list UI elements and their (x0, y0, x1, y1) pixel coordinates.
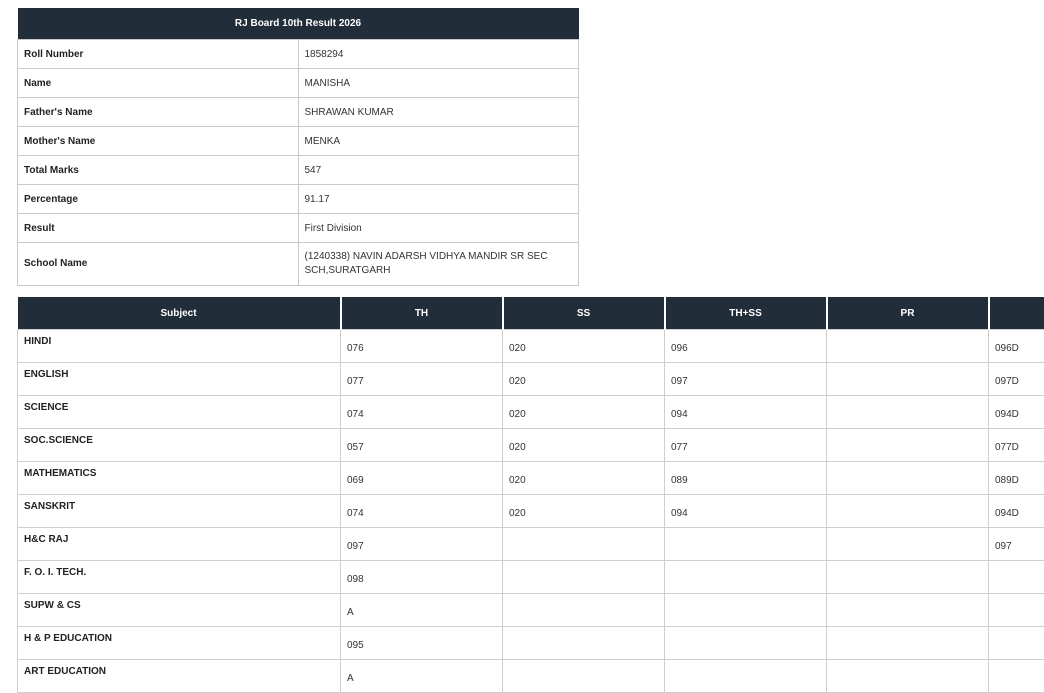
marks-body (18, 330, 1044, 693)
marks-row (18, 429, 1044, 462)
ss-cell: 020 (503, 330, 665, 363)
pr-cell (827, 429, 989, 462)
info-value: 547 (298, 156, 579, 185)
pr-cell (827, 330, 989, 363)
subject-cell: H & P EDUCATION (18, 627, 341, 660)
marks-row (18, 594, 1044, 627)
total-cell: 097 (989, 528, 1044, 561)
th-cell: 077 (341, 363, 503, 396)
total-cell (989, 561, 1044, 594)
subject-cell: ENGLISH (18, 363, 341, 396)
th-cell: 095 (341, 627, 503, 660)
ss-cell: 020 (503, 363, 665, 396)
subject-cell: SANSKRIT (18, 495, 341, 528)
total-cell (989, 660, 1044, 693)
info-row (18, 243, 579, 286)
ss-cell (503, 660, 665, 693)
total-cell: 077D (989, 429, 1044, 462)
ss-cell (503, 561, 665, 594)
info-value: MENKA (298, 127, 579, 156)
marks-row (18, 561, 1044, 594)
student-info-table (17, 8, 579, 286)
info-label: Total Marks (18, 156, 299, 185)
ss-cell: 020 (503, 462, 665, 495)
th-cell: 076 (341, 330, 503, 363)
th-ss-cell: 094 (665, 495, 827, 528)
subject-cell: SCIENCE (18, 396, 341, 429)
subject-cell: MATHEMATICS (18, 462, 341, 495)
ss-cell (503, 627, 665, 660)
subject-cell: ART EDUCATION (18, 660, 341, 693)
info-body (18, 40, 579, 286)
subject-cell: H&C RAJ (18, 528, 341, 561)
info-label: Father's Name (18, 98, 299, 127)
info-row (18, 214, 579, 243)
total-cell: 094D (989, 495, 1044, 528)
pr-cell (827, 561, 989, 594)
th-cell: 057 (341, 429, 503, 462)
info-value: 1858294 (298, 40, 579, 69)
info-value: 91.17 (298, 185, 579, 214)
header-total (989, 297, 1044, 330)
marks-row (18, 363, 1044, 396)
info-value: (1240338) NAVIN ADARSH VIDHYA MANDIR SR SEC SCH,SURATGARH (298, 243, 579, 286)
marks-header-row (18, 297, 1044, 330)
th-ss-cell (665, 561, 827, 594)
marks-row (18, 528, 1044, 561)
total-cell: 089D (989, 462, 1044, 495)
pr-cell (827, 495, 989, 528)
total-cell (989, 594, 1044, 627)
header-subject: Subject (18, 297, 341, 330)
total-cell: 096D (989, 330, 1044, 363)
th-cell: A (341, 594, 503, 627)
info-row (18, 156, 579, 185)
header-th-ss: TH+SS (665, 297, 827, 330)
total-cell: 097D (989, 363, 1044, 396)
info-row (18, 185, 579, 214)
ss-cell (503, 594, 665, 627)
info-value: MANISHA (298, 69, 579, 98)
info-row (18, 127, 579, 156)
th-ss-cell (665, 594, 827, 627)
info-value: First Division (298, 214, 579, 243)
subject-cell: F. O. I. TECH. (18, 561, 341, 594)
th-ss-cell: 097 (665, 363, 827, 396)
info-row (18, 98, 579, 127)
th-ss-cell (665, 528, 827, 561)
pr-cell (827, 363, 989, 396)
pr-cell (827, 396, 989, 429)
th-cell: 098 (341, 561, 503, 594)
marks-row (18, 495, 1044, 528)
subject-cell: SUPW & CS (18, 594, 341, 627)
header-pr: PR (827, 297, 989, 330)
th-ss-cell (665, 660, 827, 693)
header-ss: SS (503, 297, 665, 330)
th-cell: 074 (341, 396, 503, 429)
info-row (18, 40, 579, 69)
marks-row (18, 660, 1044, 693)
th-cell: 074 (341, 495, 503, 528)
marks-table (17, 297, 1044, 693)
pr-cell (827, 462, 989, 495)
marks-row (18, 396, 1044, 429)
th-ss-cell: 096 (665, 330, 827, 363)
info-label: Roll Number (18, 40, 299, 69)
ss-cell: 020 (503, 495, 665, 528)
pr-cell (827, 660, 989, 693)
marks-row (18, 627, 1044, 660)
info-value: SHRAWAN KUMAR (298, 98, 579, 127)
ss-cell: 020 (503, 429, 665, 462)
ss-cell (503, 528, 665, 561)
info-row (18, 69, 579, 98)
ss-cell: 020 (503, 396, 665, 429)
th-cell: 069 (341, 462, 503, 495)
pr-cell (827, 627, 989, 660)
subject-cell: HINDI (18, 330, 341, 363)
th-ss-cell: 094 (665, 396, 827, 429)
info-label: Mother's Name (18, 127, 299, 156)
total-cell (989, 627, 1044, 660)
subject-cell: SOC.SCIENCE (18, 429, 341, 462)
th-ss-cell: 089 (665, 462, 827, 495)
th-ss-cell: 077 (665, 429, 827, 462)
info-label: Result (18, 214, 299, 243)
info-label: Percentage (18, 185, 299, 214)
info-label: School Name (18, 243, 299, 286)
header-th: TH (341, 297, 503, 330)
result-title: RJ Board 10th Result 2026 (18, 8, 579, 40)
pr-cell (827, 528, 989, 561)
info-label: Name (18, 69, 299, 98)
th-cell: A (341, 660, 503, 693)
total-cell: 094D (989, 396, 1044, 429)
marks-row (18, 330, 1044, 363)
pr-cell (827, 594, 989, 627)
th-ss-cell (665, 627, 827, 660)
th-cell: 097 (341, 528, 503, 561)
marks-row (18, 462, 1044, 495)
